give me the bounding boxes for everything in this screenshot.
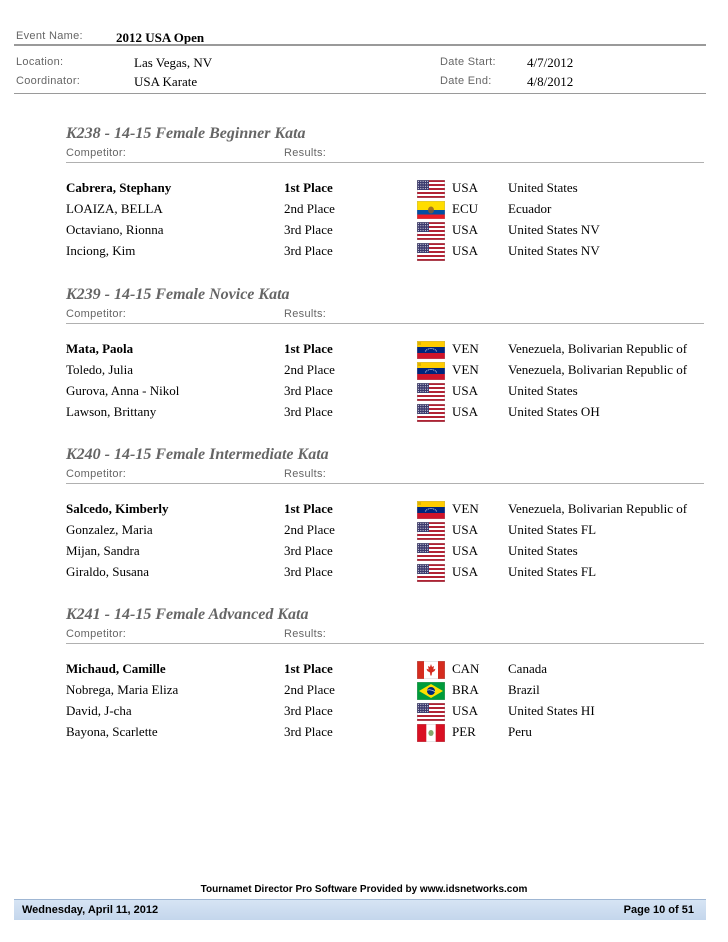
country-code: USA (452, 222, 479, 237)
competitor-name: Salcedo, Kimberly (66, 501, 169, 516)
column-header-divider (66, 162, 704, 163)
country-name: United States (508, 383, 578, 398)
usa-flag-icon (417, 522, 445, 540)
result-row (0, 383, 728, 404)
coordinator-value: USA Karate (134, 74, 198, 89)
competitor-column-header: Competitor: (66, 628, 127, 640)
country-code: VEN (452, 341, 479, 356)
date-end-value: 4/8/2012 (527, 74, 574, 89)
placement: 1st Place (284, 180, 333, 195)
result-row (0, 661, 728, 682)
competitor-name: Lawson, Brittany (66, 404, 157, 419)
usa-flag-icon (417, 243, 445, 261)
competitor-column-header: Competitor: (66, 147, 127, 159)
competitor-name: Nobrega, Maria Eliza (66, 682, 179, 697)
results-column-header: Results: (284, 147, 327, 159)
page-number: Page 10 of 51 (623, 904, 694, 916)
competitor-name: Giraldo, Susana (66, 564, 150, 579)
placement: 3rd Place (284, 222, 333, 237)
country-name: United States (508, 180, 578, 195)
country-code: VEN (452, 362, 479, 377)
ecuador-flag-icon (417, 201, 445, 219)
competitor-name: LOAIZA, BELLA (66, 201, 163, 216)
result-row (0, 362, 728, 383)
placement: 1st Place (284, 501, 333, 516)
results-column-header: Results: (284, 468, 327, 480)
country-code: VEN (452, 501, 479, 516)
competitor-name: Cabrera, Stephany (66, 180, 172, 195)
division-title: K241 - 14-15 Female Advanced Kata (66, 606, 309, 623)
venezuela-flag-icon (417, 501, 445, 519)
placement: 3rd Place (284, 404, 333, 419)
date-end-label: Date End: (440, 75, 492, 87)
competitor-name: Mijan, Sandra (66, 543, 140, 558)
footer-date: Wednesday, April 11, 2012 (22, 904, 159, 916)
competitor-name: Octaviano, Rionna (66, 222, 164, 237)
competitor-column-header: Competitor: (66, 468, 127, 480)
result-row (0, 724, 728, 745)
country-name: Venezuela, Bolivarian Republic of (508, 341, 688, 356)
result-row (0, 501, 728, 522)
usa-flag-icon (417, 703, 445, 721)
result-row (0, 543, 728, 564)
country-code: USA (452, 383, 479, 398)
result-row (0, 404, 728, 425)
usa-flag-icon (417, 543, 445, 561)
country-name: United States FL (508, 522, 597, 537)
placement: 2nd Place (284, 201, 335, 216)
country-name: United States HI (508, 703, 595, 718)
country-code: USA (452, 703, 479, 718)
competitor-name: Inciong, Kim (66, 243, 136, 258)
competitor-name: Mata, Paola (66, 341, 134, 356)
date-start-label: Date Start: (440, 56, 496, 68)
date-start-value: 4/7/2012 (527, 55, 574, 70)
brazil-flag-icon (417, 682, 445, 700)
result-row (0, 180, 728, 201)
venezuela-flag-icon (417, 341, 445, 359)
placement: 3rd Place (284, 383, 333, 398)
result-row (0, 682, 728, 703)
placement: 2nd Place (284, 682, 335, 697)
event-name-value: 2012 USA Open (116, 30, 205, 45)
column-header-divider (66, 643, 704, 644)
country-code: USA (452, 522, 479, 537)
division-title: K240 - 14-15 Female Intermediate Kata (66, 446, 329, 463)
country-code: USA (452, 180, 479, 195)
competitor-name: David, J-cha (66, 703, 132, 718)
country-name: United States NV (508, 243, 600, 258)
result-row (0, 522, 728, 543)
country-name: United States OH (508, 404, 600, 419)
country-code: USA (452, 243, 479, 258)
placement: 3rd Place (284, 703, 333, 718)
usa-flag-icon (417, 383, 445, 401)
country-name: Venezuela, Bolivarian Republic of (508, 501, 688, 516)
usa-flag-icon (417, 564, 445, 582)
location-value: Las Vegas, NV (134, 55, 213, 70)
country-name: Brazil (508, 682, 540, 697)
usa-flag-icon (417, 180, 445, 198)
footer-bar (14, 899, 706, 920)
placement: 3rd Place (284, 243, 333, 258)
country-code: USA (452, 564, 479, 579)
country-code: USA (452, 404, 479, 419)
competitor-name: Toledo, Julia (66, 362, 133, 377)
results-column-header: Results: (284, 628, 327, 640)
competitor-column-header: Competitor: (66, 308, 127, 320)
peru-flag-icon (417, 724, 445, 742)
division-title: K238 - 14-15 Female Beginner Kata (66, 125, 306, 142)
country-name: United States NV (508, 222, 600, 237)
placement: 1st Place (284, 661, 333, 676)
result-row (0, 703, 728, 724)
placement: 2nd Place (284, 362, 335, 377)
canada-flag-icon (417, 661, 445, 679)
result-row (0, 201, 728, 222)
venezuela-flag-icon (417, 362, 445, 380)
country-name: United States FL (508, 564, 597, 579)
coordinator-label: Coordinator: (16, 75, 81, 87)
header-divider (14, 44, 706, 46)
competitor-name: Gonzalez, Maria (66, 522, 153, 537)
result-row (0, 243, 728, 264)
result-row (0, 341, 728, 362)
division-title: K239 - 14-15 Female Novice Kata (66, 286, 290, 303)
placement: 2nd Place (284, 522, 335, 537)
country-name: Peru (508, 724, 532, 739)
country-code: PER (452, 724, 476, 739)
footer-credit: Tournamet Director Pro Software Provided by www.idsnetworks.com (200, 884, 528, 895)
country-code: USA (452, 543, 479, 558)
placement: 3rd Place (284, 724, 333, 739)
location-label: Location: (16, 56, 64, 68)
placement: 1st Place (284, 341, 333, 356)
placement: 3rd Place (284, 564, 333, 579)
country-name: Ecuador (508, 201, 552, 216)
country-name: Canada (508, 661, 547, 676)
column-header-divider (66, 323, 704, 324)
country-code: ECU (452, 201, 478, 216)
result-row (0, 222, 728, 243)
column-header-divider (66, 483, 704, 484)
header-bottom-divider (14, 93, 706, 94)
competitor-name: Bayona, Scarlette (66, 724, 158, 739)
country-name: United States (508, 543, 578, 558)
event-name-label: Event Name: (16, 30, 83, 42)
result-row (0, 564, 728, 585)
country-code: CAN (452, 661, 480, 676)
country-name: Venezuela, Bolivarian Republic of (508, 362, 688, 377)
competitor-name: Michaud, Camille (66, 661, 166, 676)
usa-flag-icon (417, 222, 445, 240)
usa-flag-icon (417, 404, 445, 422)
country-code: BRA (452, 682, 479, 697)
competitor-name: Gurova, Anna - Nikol (66, 383, 180, 398)
placement: 3rd Place (284, 543, 333, 558)
results-column-header: Results: (284, 308, 327, 320)
